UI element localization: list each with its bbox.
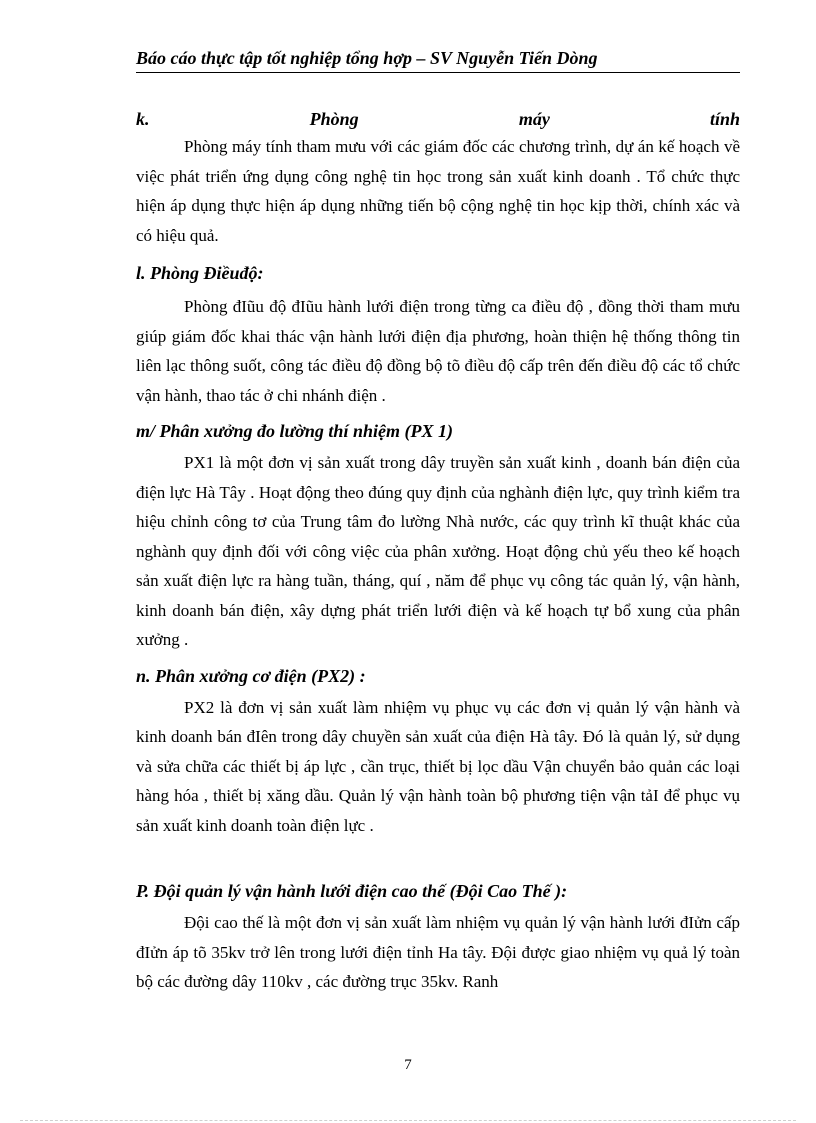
document-body bbox=[136, 104, 740, 997]
page-number: 7 bbox=[404, 1057, 412, 1073]
section-k-paragraph: Phòng máy tính tham mưu với các giám đốc các chương trình, dự án kế hoạch về việc phát triển ứng dụng công nghệ tin học trong sản xuất kinh doanh . Tổ chức thực hiện áp dụng thực hiện áp dụng những tiến bộ cộng nghệ tin học kịp thời, chính xác và có hiệu quả. bbox=[136, 137, 740, 245]
running-header bbox=[136, 46, 740, 73]
page-edge-divider bbox=[20, 1120, 796, 1121]
header-title: Báo cáo thực tập tốt nghiệp tổng hợp – SV Nguyễn Tiến Dòng bbox=[136, 48, 598, 68]
section-k-word-2: Phòng bbox=[309, 109, 359, 129]
section-m-heading: m/ Phân xưởng đo lường thí nhiệm (PX 1) bbox=[136, 421, 453, 441]
section-p-paragraph: Đội cao thế là một đơn vị sản xuất làm nhiệm vụ quản lý vận hành lưới đIửn cấp đIửn áp tõ 35kv trở lên trong lưới điện tỉnh Ha tây. Đội được giao nhiệm vụ quả lý toàn bộ các đường dây 110kv , các đường trục 35kv. Ranh bbox=[136, 913, 740, 991]
section-n-heading: n. Phân xưởng cơ điện (PX2) : bbox=[136, 665, 366, 686]
section-m-paragraph: PX1 là một đơn vị sản xuất trong dây truyền sản xuất kinh , doanh bán điện của điện lực Hà Tây . Hoạt động theo đúng quy định của nghành điện lực, quy trình kiểm tra hiệu chỉnh công tơ của Trung tâm đo lường Nhà nước, các quy trình kĩ thuật khác của nghành quy định đối với công việc của phân xưởng. Hoạt động chủ yếu theo kế hoạch sản xuất điện lực ra hàng tuần, tháng, quí , năm để phục vụ công tác quản lý, vận hành, kinh doanh bán điện, xây dựng phát triển lưới điện và kế hoạch tự bổ xung của phân xưởng . bbox=[136, 453, 740, 649]
section-k-word-3: máy bbox=[518, 109, 550, 129]
section-l-paragraph: Phòng đIũu độ đIũu hành lưới điện trong từng ca điều độ , đồng thời tham mưu giúp giám đốc khai thác vận hành lưới điện địa phương, hoàn thiện hệ thống thông tin liên lạc thông suốt, công tác điều độ đồng bộ tõ điều độ cấp trên đến điều độ các tổ chức vận hành, thao tác ở chi nhánh điện . bbox=[136, 297, 740, 405]
section-k-word-4: tính bbox=[709, 109, 740, 129]
section-p-heading: P. Đội quản lý vận hành lưới điện cao thế (Đội Cao Thế ): bbox=[136, 881, 568, 901]
section-n-paragraph: PX2 là đơn vị sản xuất làm nhiệm vụ phục vụ các đơn vị quản lý vận hành và kinh doanh bán đIên trong dây chuyền sản xuất của điện Hà tây. Đó là quản lý, sử dụng và sửa chữa các thiết bị áp lực , cần trục, thiết bị lọc dầu Vận chuyển bảo quản các loại hàng hóa , thiết bị xăng dầu. Quản lý vận hành toàn bộ phương tiện vận tảI để phục vụ sản xuất kinh doanh toàn điện lực . bbox=[136, 697, 740, 835]
section-k-word-1: k. bbox=[136, 109, 150, 129]
section-l-heading: l. Phòng Điềuđộ: bbox=[136, 263, 264, 283]
section-k-heading bbox=[136, 106, 740, 132]
